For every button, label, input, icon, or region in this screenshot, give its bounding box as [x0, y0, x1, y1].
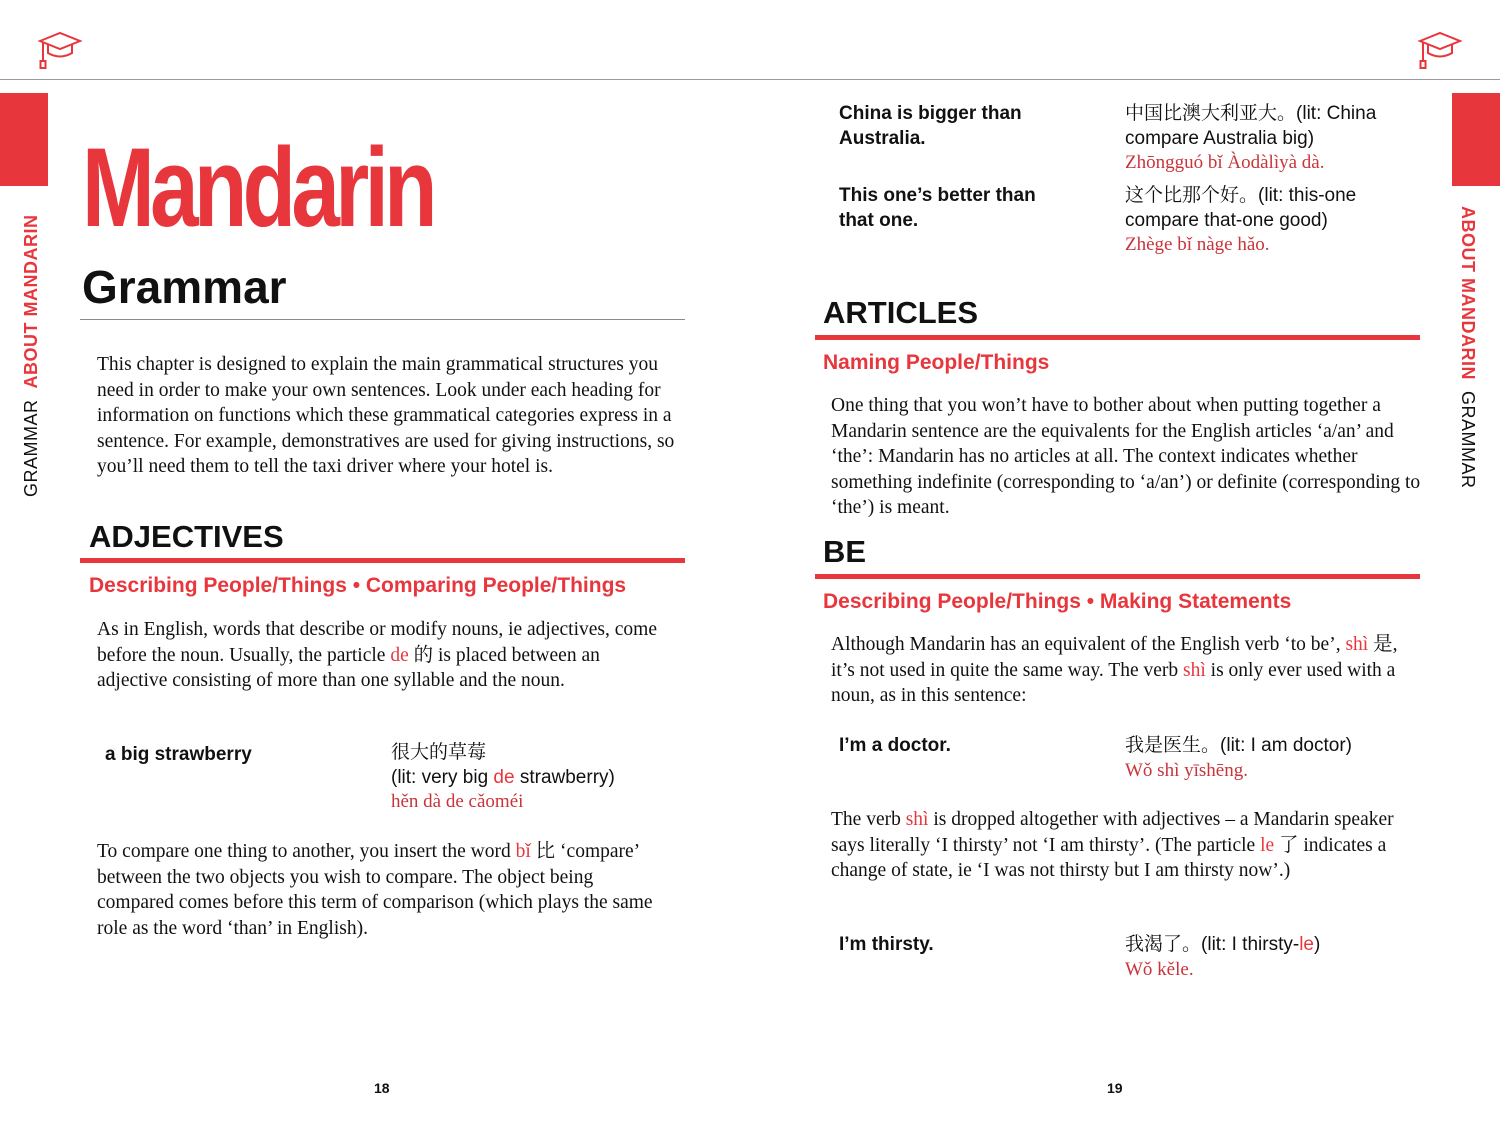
- be-example-chinese-literal: [1125, 734, 1415, 759]
- chinese-text: 这个比那个好。: [1125, 185, 1259, 206]
- section-heading-adjectives: ADJECTIVES: [89, 519, 284, 554]
- side-label-left: [21, 215, 42, 498]
- pinyin-term: shì: [1183, 659, 1206, 681]
- text-run: 了 indicates a change of state, ie ‘I was not thirsty but I am thirsty now’.): [831, 834, 1387, 882]
- text-run: 的 is placed between an adjective consisting of more than one syllable and the noun.: [97, 644, 600, 692]
- subheading-adjectives: Describing People/Things • Comparing People/Things: [89, 574, 627, 597]
- comparison-chinese-literal: [1125, 184, 1415, 233]
- side-label-grammar: GRAMMAR: [1458, 391, 1478, 489]
- comparison-translation-1: [1125, 102, 1415, 176]
- adjectives-paragraph-2: [97, 839, 672, 941]
- example-pinyin: hěn dà de cǎoméi: [391, 791, 524, 812]
- chapter-subtitle: Grammar: [82, 261, 287, 313]
- example-chinese: 很大的草莓: [391, 742, 487, 763]
- graduation-cap-icon: [37, 29, 83, 71]
- chinese-text: 我是医生。: [1125, 735, 1221, 756]
- adjectives-paragraph-1: [97, 617, 672, 694]
- chinese-text: 我渴了。: [1125, 934, 1202, 955]
- side-label-right: [1457, 206, 1478, 489]
- text-run: (lit: very big: [391, 766, 494, 788]
- be-example-pinyin: Wǒ kěle.: [1125, 958, 1194, 980]
- comparison-english-1: China is bigger than Australia.: [839, 103, 1022, 149]
- pinyin-term: de: [493, 766, 515, 788]
- literal-text: (lit: this-one compare that-one good): [1125, 185, 1357, 231]
- text-run: 是, it’s not used in quite the same way. The verb: [831, 634, 1398, 681]
- be-example-english-1: I’m a doctor.: [839, 735, 951, 756]
- text-run: 比 ‘compare’ between the two objects you wish to compare. The object being compared comes before this term of comparison (which plays the same role as the word ‘than’ in English).: [97, 841, 653, 939]
- subheading-be: Describing People/Things • Making Statements: [823, 590, 1292, 613]
- text-run: is dropped altogether with adjectives – a Mandarin speaker says literally ‘I thirsty’ not ‘I am thirsty’. (The particle: [831, 809, 1394, 856]
- pinyin-term: le: [1260, 834, 1275, 856]
- comparison-pinyin: Zhōngguó bǐ Àodàlìyà dà.: [1125, 152, 1325, 173]
- side-label-grammar: GRAMMAR: [21, 399, 41, 497]
- section-heading-articles: ARTICLES: [823, 295, 978, 330]
- example-english: a big strawberry: [105, 744, 252, 765]
- example-translation: [391, 741, 651, 815]
- page-number-left: 18: [374, 1080, 390, 1096]
- text-run: As in English, words that describe or modify nouns, ie adjectives, come before the noun. Usually, the particle: [97, 619, 657, 666]
- literal-text: ): [1313, 934, 1321, 955]
- intro-paragraph: This chapter is designed to explain the main grammatical structures you need in order to make your own sentences. Look under each heading for information on functions which these grammatical categories express in a sentence. For example, demonstratives are used for giving instructions, so you’ll need them to tell the taxi driver where your hotel is.: [97, 354, 675, 478]
- articles-paragraph: One thing that you won’t have to bother about when putting together a Mandarin sentence are the equivalents for the English articles ‘a/an’ and ‘the’: Mandarin has no articles at all. The context indicates whether something indefinite (corresponding to ‘a/an’) or definite (corresponding to ‘the’) is meant.: [831, 395, 1421, 519]
- side-tab-right: [1452, 93, 1500, 186]
- graduation-cap-icon: [1417, 29, 1463, 71]
- section-rule: [815, 574, 1420, 579]
- be-paragraph-2: [831, 807, 1413, 884]
- be-example-translation-1: [1125, 734, 1415, 783]
- text-run: Although Mandarin has an equivalent of the English verb ‘to be’,: [831, 634, 1346, 655]
- text-run: is only ever used with a noun, as in this sentence:: [831, 659, 1396, 707]
- side-label-about: ABOUT MANDARIN: [1458, 206, 1478, 380]
- pinyin-term: shì: [905, 809, 929, 830]
- side-tab-left: [0, 93, 48, 186]
- text-run: To compare one thing to another, you insert the word: [97, 841, 516, 862]
- chapter-title: Mandarin: [82, 125, 433, 250]
- pinyin-term: de: [390, 644, 409, 666]
- comparison-chinese-literal: [1125, 102, 1415, 151]
- be-example-translation-2: [1125, 933, 1415, 982]
- pinyin-term: le: [1299, 934, 1314, 955]
- be-example-chinese-literal: [1125, 933, 1415, 958]
- section-heading-be: BE: [823, 534, 867, 569]
- side-label-about: ABOUT MANDARIN: [21, 214, 41, 389]
- page-number-right: 19: [1107, 1080, 1123, 1096]
- title-rule: [80, 319, 685, 320]
- subheading-articles: Naming People/Things: [823, 351, 1050, 374]
- comparison-pinyin: Zhège bǐ nàge hǎo.: [1125, 234, 1270, 255]
- be-example-pinyin: Wǒ shì yīshēng.: [1125, 759, 1248, 781]
- pinyin-term: bǐ: [515, 841, 531, 862]
- be-paragraph-1: [831, 632, 1411, 709]
- text-run: The verb: [831, 809, 906, 830]
- text-run: strawberry): [514, 766, 615, 788]
- comparison-translation-2: [1125, 184, 1415, 258]
- pinyin-term: shì: [1345, 634, 1369, 655]
- literal-text: (lit: I thirsty-: [1201, 934, 1300, 955]
- section-rule: [80, 558, 685, 563]
- literal-text: (lit: I am doctor): [1220, 735, 1352, 756]
- example-literal: [391, 766, 651, 791]
- chinese-text: 中国比澳大利亚大。: [1125, 103, 1297, 124]
- section-rule: [815, 335, 1420, 340]
- header-rule: [0, 79, 1500, 80]
- be-example-english-2: I’m thirsty.: [839, 934, 934, 955]
- comparison-english-2: This one’s better than that one.: [839, 185, 1036, 231]
- literal-text: (lit: China compare Australia big): [1125, 103, 1377, 149]
